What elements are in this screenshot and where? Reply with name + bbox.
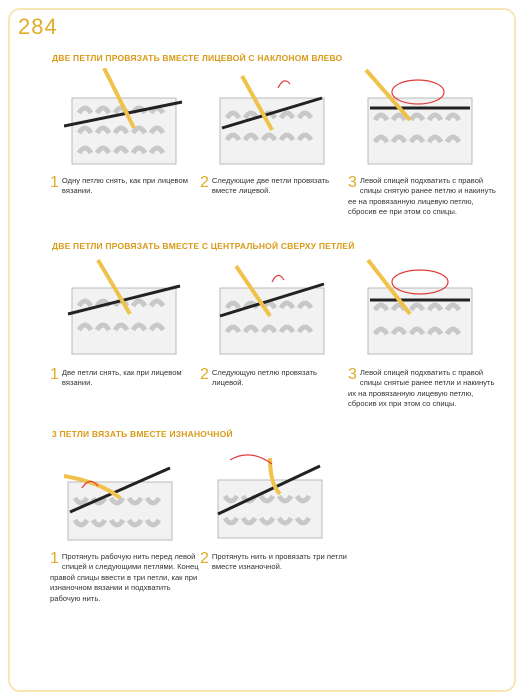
section-title-1: ДВЕ ПЕТЛИ ПРОВЯЗАТЬ ВМЕСТЕ ЛИЦЕВОЙ С НАКЛОНОМ ВЛЕВО	[52, 53, 343, 63]
step-number: 2	[200, 550, 209, 567]
section-title-3: 3 ПЕТЛИ ВЯЗАТЬ ВМЕСТЕ ИЗНАНОЧНОЙ	[52, 429, 233, 439]
section-title-2: ДВЕ ПЕТЛИ ПРОВЯЗАТЬ ВМЕСТЕ С ЦЕНТРАЛЬНОЙ СВЕРХУ ПЕТЛЕЙ	[52, 241, 355, 251]
step-text: Протянуть нить и провязать три петли вместе изнаночной.	[211, 552, 347, 572]
step-2-3	[348, 368, 498, 410]
step-text: Две петли снять, как при лицевом вязании.	[61, 368, 182, 388]
step-1-1	[50, 176, 200, 197]
page-number: 284	[18, 14, 58, 39]
step-text: Одну петлю снять, как при лицевом вязании.	[61, 176, 188, 196]
step-3-2	[200, 552, 350, 573]
step-2-1	[50, 368, 200, 389]
step-text: Левой спицей подхватить с правой спицы снятые ранее петли и накинуть их на провязанную лицевую петлю, сбросив их при этом со спицы.	[348, 368, 495, 409]
step-3-1	[50, 552, 200, 604]
illustration-1-3	[360, 68, 480, 168]
step-number: 3	[348, 174, 357, 191]
illustration-3-2	[210, 444, 330, 540]
step-1-2	[200, 176, 350, 197]
illustration-1-1	[64, 68, 184, 168]
step-number: 1	[50, 366, 59, 383]
step-number: 2	[200, 366, 209, 383]
step-number: 3	[348, 366, 357, 383]
illustration-2-3	[360, 256, 480, 356]
illustration-2-2	[212, 256, 332, 356]
step-text: Следующие две петли провязать вместе лицевой.	[211, 176, 330, 196]
step-text: Протянуть рабочую нить перед левой спицей и следующими петлями. Конец правой спицы ввести в три петли, как при изнаночном вязании и подхватить рабочую нить.	[50, 552, 199, 603]
illustration-1-2	[212, 68, 332, 168]
step-text: Левой спицей подхватить с правой спицы снятую ранее петлю и накинуть ее на провязанную лицевую петлю, сбросив ее при этом со спицы.	[348, 176, 496, 217]
step-number: 2	[200, 174, 209, 191]
step-number: 1	[50, 174, 59, 191]
illustration-3-1	[60, 446, 180, 542]
step-number: 1	[50, 550, 59, 567]
step-1-3	[348, 176, 498, 218]
step-text: Следующую петлю провязать лицевой.	[211, 368, 317, 388]
illustration-2-1	[64, 256, 184, 356]
step-2-2	[200, 368, 350, 389]
